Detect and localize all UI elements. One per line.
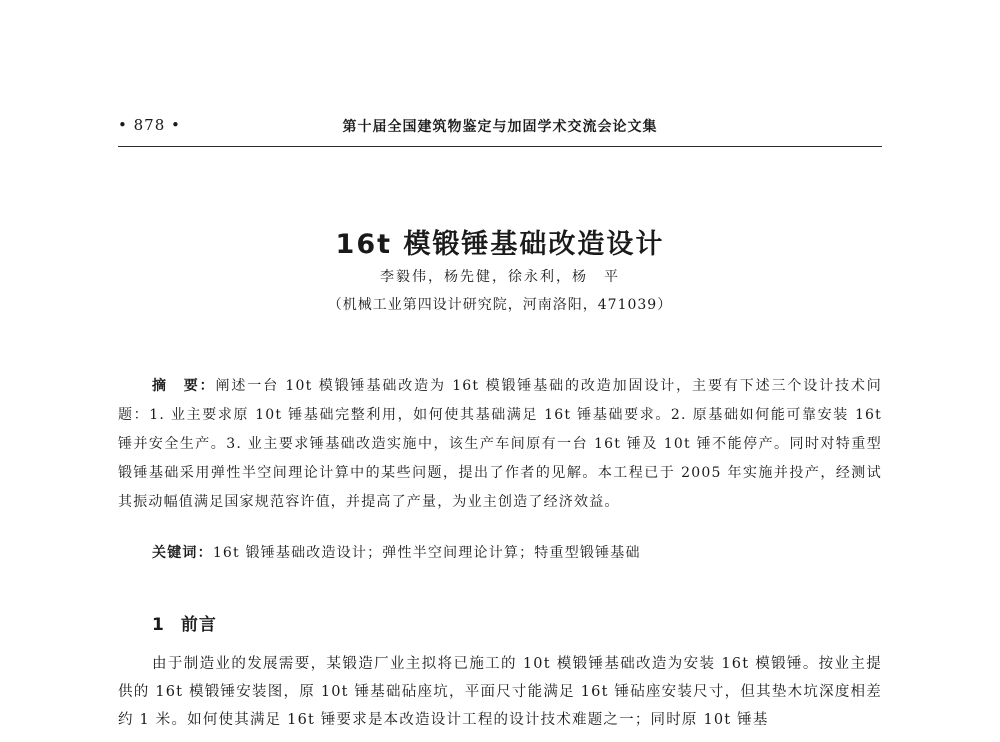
keywords	[152, 542, 882, 562]
journal-title: 第十届全国建筑物鉴定与加固学术交流会论文集	[342, 119, 658, 135]
section-body: 由于制造业的发展需要，某锻造厂业主拟将已施工的 10t 模锻锤基础改造为安装 16t 模锻锤。按业主提供的 16t 模锻锤安装图，原 10t 锤基础砧座坑，平面尺寸能满足 16t 锤砧座安装尺寸，但其垫木坑深度相差约 1 米。如何使其满足 16t 锤要求是本改造设计工程的设计技术难题之一；同时原 10t 锤基	[118, 656, 882, 728]
header-rule	[118, 146, 882, 147]
running-header	[118, 114, 882, 140]
abstract-text: 阐述一台 10t 模锻锤基础改造为 16t 模锻锤基础的改造加固设计，主要有下述三个设计技术问题：1. 业主要求原 10t 锤基础完整利用，如何使其基础满足 16t 锤基础要求。2. 原基础如何能可靠安装 16t 锤并安全生产。3. 业主要求锤基础改造实施中，该生产车间原有一台 16t 锤及 10t 锤不能停产。同时对特重型锻锤基础采用弹性半空间理论计算中的某些问题，提出了作者的见解。本工程已于 2005 年实施并投产，经测试其振动幅值满足国家规范容许值，并提高了产量，为业主创造了经济效益。	[118, 378, 882, 510]
paper-affiliation: （机械工业第四设计研究院，河南洛阳，471039）	[327, 297, 673, 313]
abstract	[118, 372, 882, 517]
section-title: 前言	[180, 615, 217, 635]
paper-title: 16t 模锻锤基础改造设计	[335, 229, 665, 260]
section-number: 1	[152, 615, 165, 635]
section-heading	[152, 610, 217, 635]
keywords-text: 16t 锻锤基础改造设计；弹性半空间理论计算；特重型锻锤基础	[212, 545, 641, 561]
keywords-label: 关键词：	[152, 545, 213, 561]
page-number: • 878 •	[118, 116, 181, 134]
abstract-label: 摘 要：	[152, 378, 216, 394]
paper-authors: 李毅伟，杨先健，徐永利，杨 平	[380, 269, 620, 285]
